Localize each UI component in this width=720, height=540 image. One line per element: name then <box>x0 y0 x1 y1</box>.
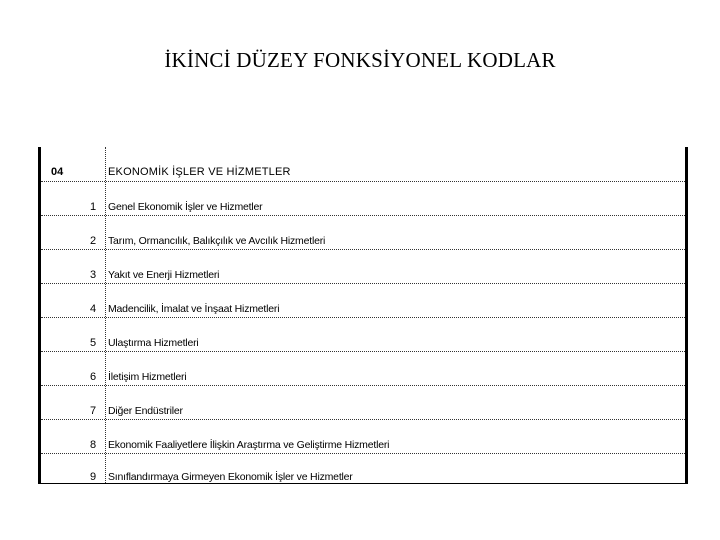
table-row-header <box>41 147 685 182</box>
table-row <box>41 181 685 216</box>
sub-label: Diğer Endüstriler <box>108 405 183 417</box>
sub-code: 3 <box>89 269 97 281</box>
main-code: 04 <box>51 166 64 178</box>
table-row <box>41 317 685 352</box>
table-row <box>41 249 685 284</box>
table-row <box>41 419 685 454</box>
sub-code: 8 <box>89 439 97 451</box>
sub-code: 6 <box>89 371 97 383</box>
sub-code: 5 <box>89 337 97 349</box>
sub-code: 2 <box>89 235 97 247</box>
sub-code: 7 <box>89 405 97 417</box>
sub-label: Sınıflandırmaya Girmeyen Ekonomik İşler ve Hizmetler <box>108 471 353 483</box>
sub-label: Tarım, Ormancılık, Balıkçılık ve Avcılık Hizmetleri <box>108 235 326 247</box>
main-label: EKONOMİK İŞLER VE HİZMETLER <box>108 166 291 178</box>
sub-label: Genel Ekonomik İşler ve Hizmetler <box>108 201 263 213</box>
table-row <box>41 351 685 386</box>
sub-label: İletişim Hizmetleri <box>108 371 187 383</box>
sub-code: 1 <box>89 201 97 213</box>
sub-code: 4 <box>89 303 97 315</box>
sub-label: Ulaştırma Hizmetleri <box>108 337 199 349</box>
table-row <box>41 385 685 420</box>
page-title: İKİNCİ DÜZEY FONKSİYONEL KODLAR <box>164 48 556 72</box>
functional-code-table <box>38 147 688 484</box>
sub-label: Madencilik, İmalat ve İnşaat Hizmetleri <box>108 303 280 315</box>
sub-code: 9 <box>89 471 97 483</box>
sub-label: Ekonomik Faaliyetlere İlişkin Araştırma ve Geliştirme Hizmetleri <box>108 439 390 451</box>
table-row <box>41 283 685 318</box>
table-row <box>41 453 685 487</box>
sub-label: Yakıt ve Enerji Hizmetleri <box>108 269 220 281</box>
table-row <box>41 215 685 250</box>
